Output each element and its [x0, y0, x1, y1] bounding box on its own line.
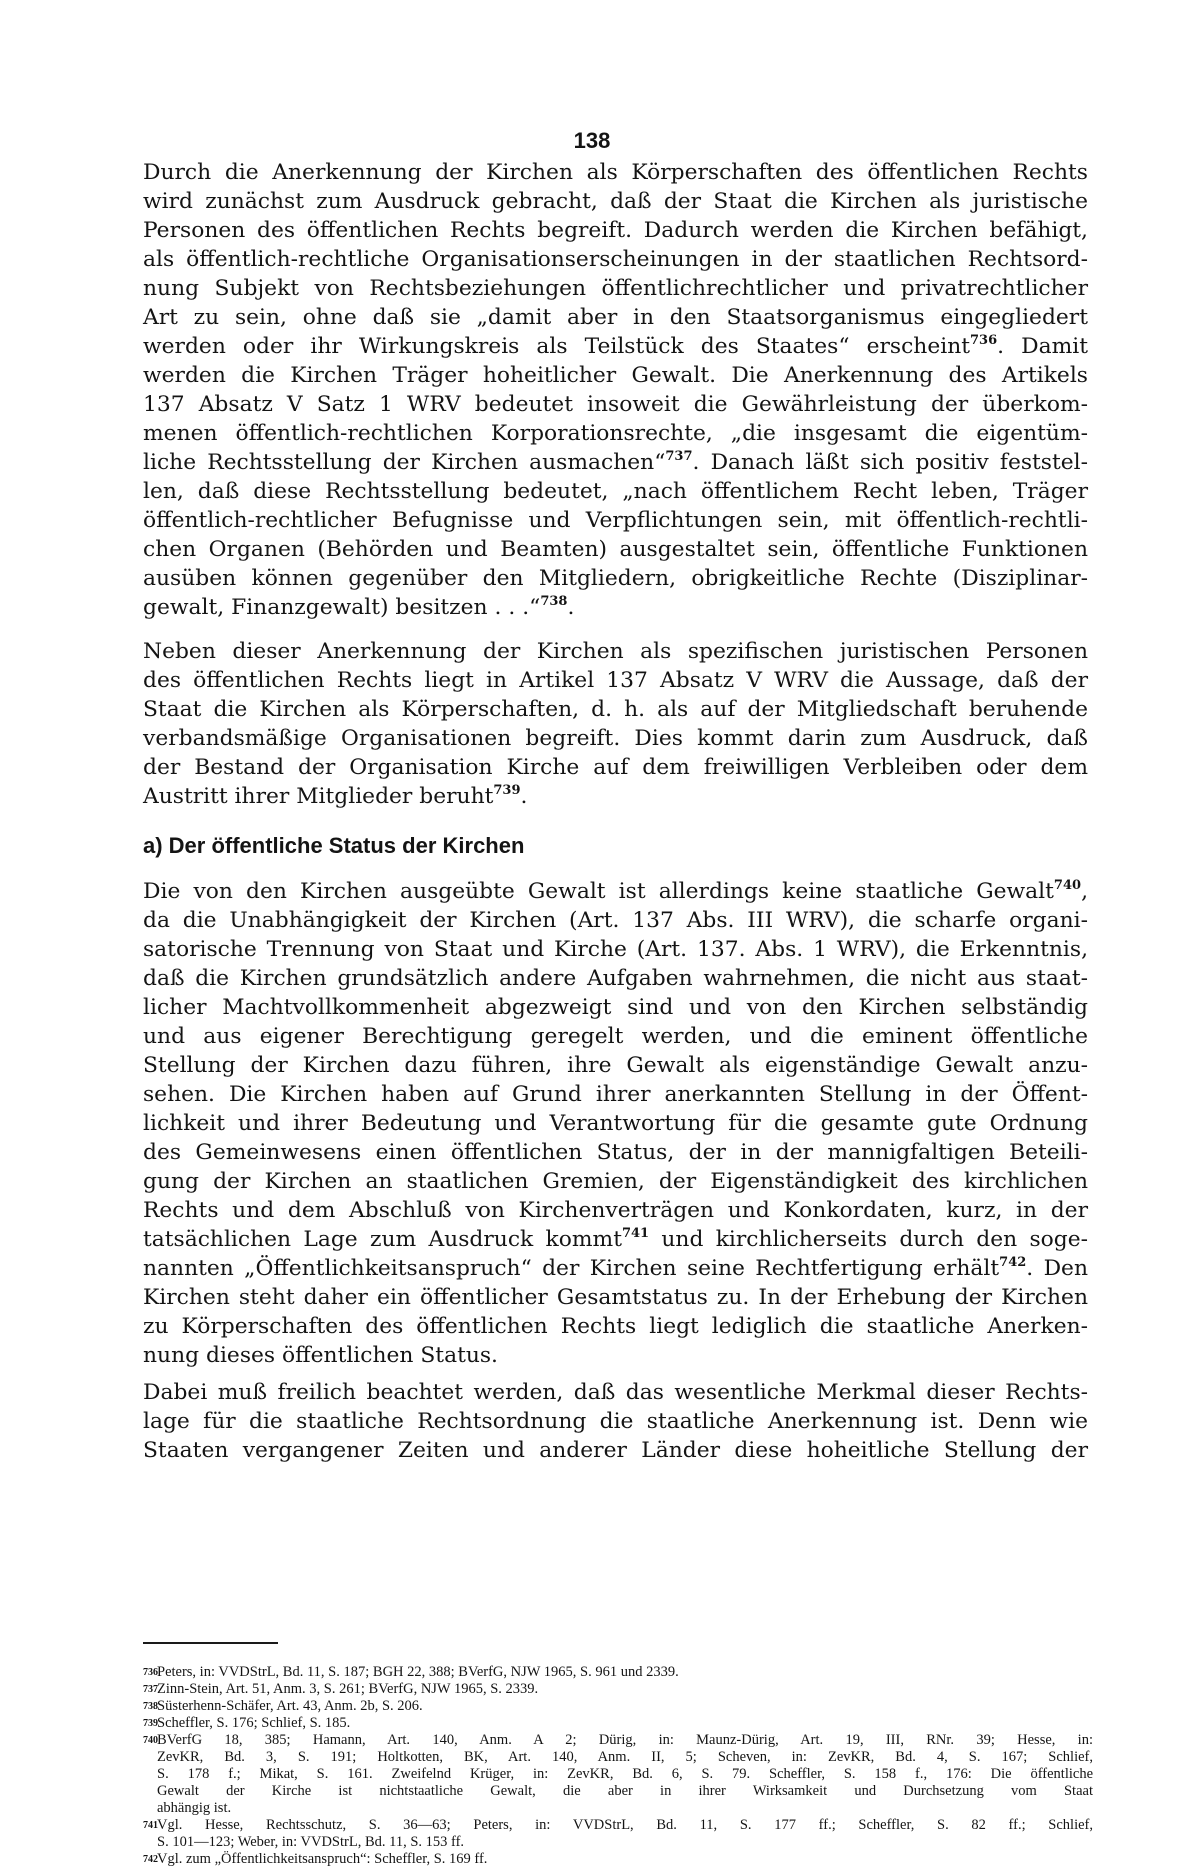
footnote-number: 742	[143, 1854, 158, 1865]
text-line: 137 Absatz V Satz 1 WRV bedeutet insoweit die Gewährleistung der überkom-	[143, 392, 1088, 417]
footnote-line: ZevKR, Bd. 3, S. 191; Holtkotten, BK, Art. 140, Anm. II, 5; Scheven, in: ZevKR, Bd. 4, S. 167; Schlief,	[157, 1749, 1093, 1765]
text-line: Neben dieser Anerkennung der Kirchen als spezifischen juristischen Personen	[143, 639, 1088, 664]
footnote-number: 739	[143, 1718, 158, 1729]
text-line	[143, 593, 1088, 622]
footnote-ref[interactable]: 737	[665, 449, 693, 464]
text-segment: .	[567, 595, 575, 620]
footnotes	[143, 1664, 1093, 1868]
text-line: nung Subjekt von Rechtsbeziehungen öffentlichrechtlicher und privatrechtlicher	[143, 276, 1088, 301]
footnote-line: Zinn-Stein, Art. 51, Anm. 3, S. 261; BVerfG, NJW 1965, S. 2339.	[157, 1681, 539, 1697]
footnote-ref[interactable]: 738	[540, 594, 568, 609]
paragraph-4	[143, 1378, 1088, 1465]
text-line: Art zu sein, ohne daß sie „damit aber in den Staatsorganismus eingegliedert	[143, 305, 1088, 330]
text-line: verbandsmäßige Organisationen begreift. Dies kommt darin zum Ausdruck, daß	[143, 726, 1088, 751]
text-line: und aus eigener Berechtigung geregelt werden, und die eminent öffentliche	[143, 1024, 1088, 1049]
text-segment: Austritt ihrer Mitglieder beruht	[143, 784, 494, 809]
text-segment: nannten „Öffentlichkeitsanspruch“ der Kirchen seine Rechtfertigung erhält	[143, 1256, 1000, 1281]
footnote-line: Peters, in: VVDStrL, Bd. 11, S. 187; BGH 22, 388; BVerfG, NJW 1965, S. 961 und 2339.	[157, 1664, 679, 1680]
footnote	[143, 1715, 1093, 1732]
text-line: Staaten vergangener Zeiten und anderer Länder diese hoheitliche Stellung der	[143, 1438, 1088, 1463]
text-segment: und kirchlicherseits durch den soge-	[649, 1227, 1088, 1252]
text-segment: . Damit	[997, 334, 1088, 359]
text-line: nung dieses öffentlichen Status.	[143, 1343, 498, 1368]
text-segment: gewalt, Finanzgewalt) besitzen . . .“	[143, 595, 541, 620]
footnote-line: Vgl. Hesse, Rechtsschutz, S. 36—63; Peters, in: VVDStrL, Bd. 11, S. 177 ff.; Scheffler, S. 82 ff.; Schlief,	[157, 1817, 1093, 1833]
text-line: werden die Kirchen Träger hoheitlicher Gewalt. Die Anerkennung des Artikels	[143, 363, 1088, 388]
footnote-ref[interactable]: 740	[1053, 878, 1082, 893]
footnote-ref[interactable]: 739	[493, 783, 521, 798]
text-line	[143, 332, 1088, 361]
text-line: Stellung der Kirchen dazu führen, ihre Gewalt als eigenständige Gewalt anzu-	[143, 1053, 1088, 1078]
text-line: chen Organen (Behörden und Beamten) ausgestaltet sein, öffentliche Funktionen	[143, 537, 1088, 562]
text-line	[143, 1254, 1088, 1283]
text-segment: ,	[1081, 879, 1088, 904]
text-line: als öffentlich-rechtliche Organisationserscheinungen in der staatlichen Rechtsord-	[143, 247, 1088, 272]
footnote-line: S. 178 f.; Mikat, S. 161. Zweifelnd Krüger, in: ZevKR, Bd. 6, S. 79. Scheffler, S. 158 f., 176: Die öffentliche	[157, 1766, 1093, 1782]
text-line: daß die Kirchen grundsätzlich andere Aufgaben wahrnehmen, die nicht aus staat-	[143, 966, 1088, 991]
footnote	[143, 1698, 1093, 1715]
text-line: Kirchen steht daher ein öffentlicher Gesamtstatus zu. In der Erhebung der Kirchen	[143, 1285, 1088, 1310]
footnote-divider	[143, 1642, 278, 1644]
paragraph-3	[143, 877, 1088, 1370]
text-segment: . Den	[1026, 1256, 1088, 1281]
text-line: Rechts und dem Abschluß von Kirchenverträgen und Konkordaten, kurz, in der	[143, 1198, 1088, 1223]
footnote-number: 737	[143, 1684, 158, 1695]
text-line: Dabei muß freilich beachtet werden, daß das wesentliche Merkmal dieser Rechts-	[143, 1380, 1088, 1405]
footnote	[143, 1732, 1093, 1817]
text-line: gung der Kirchen an staatlichen Gremien, der Eigenständigkeit des kirchlichen	[143, 1169, 1088, 1194]
text-line: menen öffentlich-rechtlichen Korporationsrechte, „die insgesamt die eigentüm-	[143, 421, 1088, 446]
footnote-ref[interactable]: 741	[621, 1226, 650, 1241]
text-line	[143, 1225, 1088, 1254]
footnote-line: Süsterhenn-Schäfer, Art. 43, Anm. 2b, S. 206.	[157, 1698, 423, 1714]
text-segment: liche Rechtsstellung der Kirchen ausmachen“	[143, 450, 666, 475]
text-line: sehen. Die Kirchen haben auf Grund ihrer anerkannten Stellung in der Öffent-	[143, 1082, 1088, 1107]
text-line: Staat die Kirchen als Körperschaften, d. h. als auf der Mitgliedschaft beruhende	[143, 697, 1088, 722]
text-line: Durch die Anerkennung der Kirchen als Körperschaften des öffentlichen Rechts	[143, 160, 1088, 185]
footnote-line: abhängig ist.	[157, 1800, 232, 1816]
text-line: da die Unabhängigkeit der Kirchen (Art. 137 Abs. III WRV), die scharfe organi-	[143, 908, 1088, 933]
footnote-line: Vgl. zum „Öffentlichkeitsanspruch“: Scheffler, S. 169 ff.	[157, 1851, 488, 1867]
paragraph-1	[143, 158, 1088, 622]
text-line: ausüben können gegenüber den Mitgliedern, obrigkeitliche Rechte (Disziplinar-	[143, 566, 1088, 591]
text-segment: . Danach läßt sich positiv feststel-	[692, 450, 1088, 475]
text-line: lichkeit und ihrer Bedeutung und Verantwortung für die gesamte gute Ordnung	[143, 1111, 1088, 1136]
page-number: 138	[573, 128, 611, 153]
text-line: len, daß diese Rechtsstellung bedeutet, „nach öffentlichem Recht leben, Träger	[143, 479, 1088, 504]
text-segment: .	[520, 784, 528, 809]
footnote	[143, 1851, 1093, 1868]
footnote	[143, 1817, 1093, 1851]
text-line: zu Körperschaften des öffentlichen Rechts liegt lediglich die staatliche Anerken-	[143, 1314, 1088, 1339]
text-line: des öffentlichen Rechts liegt in Artikel 137 Absatz V WRV die Aussage, daß der	[143, 668, 1088, 693]
footnote-line: S. 101—123; Weber, in: VVDStrL, Bd. 11, S. 153 ff.	[157, 1834, 465, 1850]
text-segment: Die von den Kirchen ausgeübte Gewalt ist allerdings keine staatliche Gewalt	[143, 879, 1054, 904]
text-line: lage für die staatliche Rechtsordnung die staatliche Anerkennung ist. Denn wie	[143, 1409, 1088, 1434]
text-line: der Bestand der Organisation Kirche auf dem freiwilligen Verbleiben oder dem	[143, 755, 1088, 780]
footnote	[143, 1664, 1093, 1681]
text-segment: tatsächlichen Lage zum Ausdruck kommt	[143, 1227, 622, 1252]
footnote-number: 738	[143, 1701, 158, 1712]
text-segment: werden oder ihr Wirkungskreis als Teilstück des Staates“ erscheint	[143, 334, 970, 359]
footnote-ref[interactable]: 742	[999, 1255, 1027, 1270]
text-line: Personen des öffentlichen Rechts begreift. Dadurch werden die Kirchen befähigt,	[143, 218, 1088, 243]
footnote	[143, 1681, 1093, 1698]
text-line: licher Machtvollkommenheit abgezweigt sind und von den Kirchen selbständig	[143, 995, 1088, 1020]
footnote-number: 740	[143, 1735, 158, 1746]
footnote-line: Scheffler, S. 176; Schlief, S. 185.	[157, 1715, 351, 1731]
section-heading: a) Der öffentliche Status der Kirchen	[143, 833, 525, 858]
text-line	[143, 782, 1088, 811]
footnote-ref[interactable]: 736	[970, 333, 998, 348]
text-line: wird zunächst zum Ausdruck gebracht, daß der Staat die Kirchen als juristische	[143, 189, 1088, 214]
footnote-number: 741	[143, 1820, 158, 1831]
text-line	[143, 448, 1088, 477]
footnote-line: Gewalt der Kirche ist nichtstaatliche Gewalt, die aber in ihrer Wirksamkeit und Durchsetzung vom Staat	[157, 1783, 1093, 1799]
paragraph-2	[143, 637, 1088, 811]
footnote-line: BVerfG 18, 385; Hamann, Art. 140, Anm. A 2; Dürig, in: Maunz-Dürig, Art. 19, III, RNr. 39; Hesse, in:	[157, 1732, 1093, 1748]
text-line: öffentlich-rechtlicher Befugnisse und Verpflichtungen sein, mit öffentlich-rechtli-	[143, 508, 1088, 533]
text-line	[143, 877, 1088, 906]
text-line: satorische Trennung von Staat und Kirche (Art. 137. Abs. 1 WRV), die Erkenntnis,	[143, 937, 1088, 962]
footnote-number: 736	[143, 1667, 158, 1678]
text-line: des Gemeinwesens einen öffentlichen Status, der in der mannigfaltigen Beteili-	[143, 1140, 1088, 1165]
